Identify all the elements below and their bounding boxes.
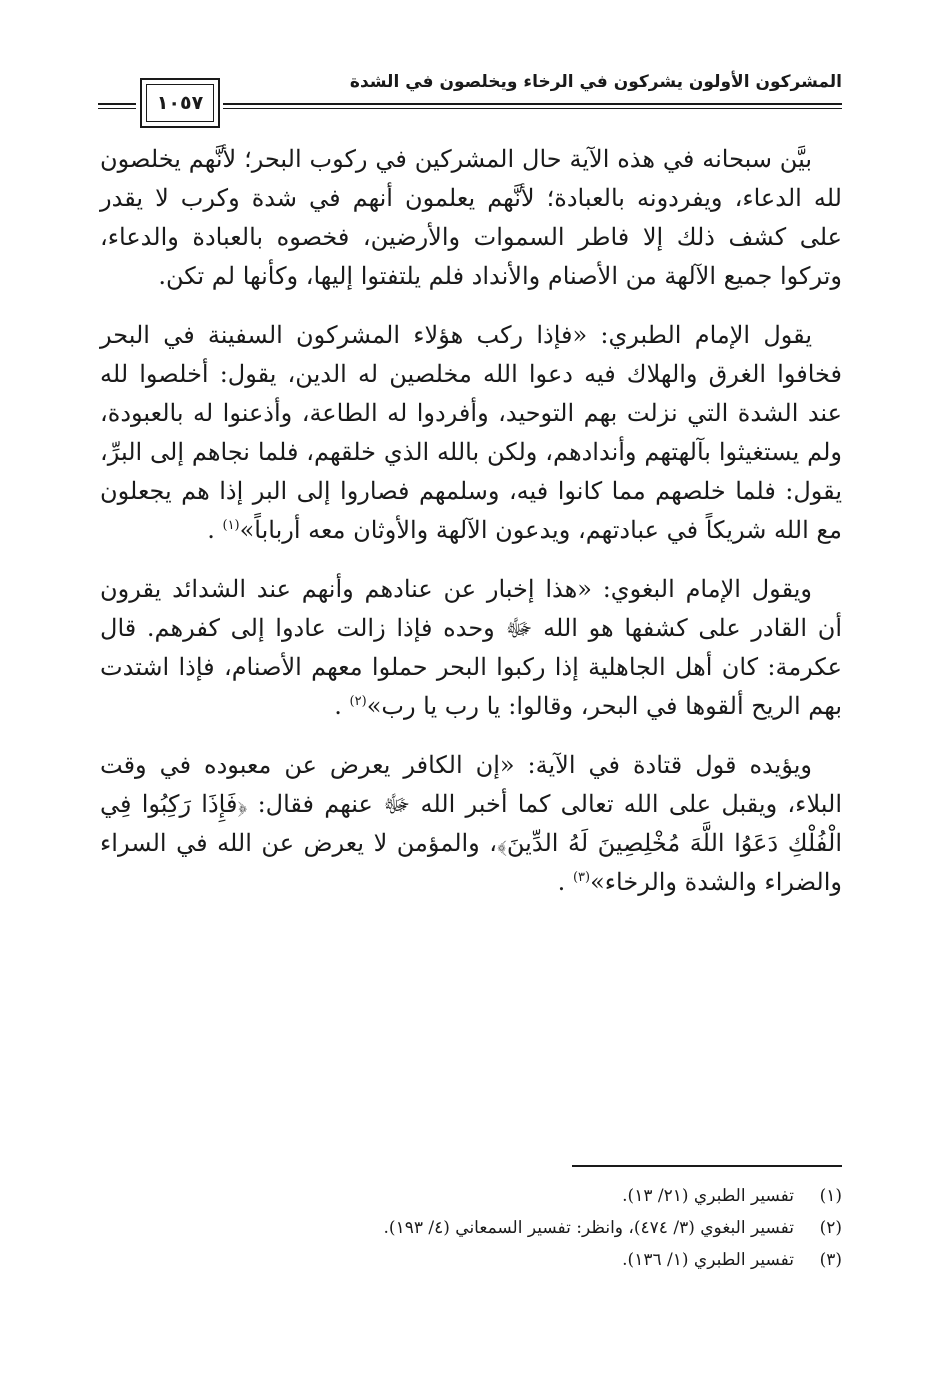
footnote-item	[100, 1180, 842, 1212]
paragraph-text: يقول الإمام الطبري: «فإذا ركب هؤلاء المشركون السفينة في البحر فخافوا الغرق والهلاك فيه دعوا الله مخلصين له الدين، يقول: أخلصوا لله عند الشدة التي نزلت بهم التوحيد، وأفردوا له الطاعة، وأذعنوا له بالعبودة، ولم يستغيثوا بآلهتهم وأندادهم، ولكن بالله الذي خلقهم، فلما نجاهم إلى البرِّ، يقول: فلما خلصهم مما كانوا فيه، وسلمهم فصاروا إلى البر إذا هم يجعلون مع الله شريكاً في عبادتهم، ويدعون الآلهة والأوثان معه أرباباً»	[100, 321, 842, 544]
paragraph-text: ويقول الإمام البغوي: «هذا إخبار عن عنادهم وأنهم عند الشدائد يقرون أن القادر على كشفها هو الله ﷻ وحده فإذا زالت عادوا إلى كفرهم. قال عكرمة: كان أهل الجاهلية إذا ركبوا البحر حملوا معهم الأصنام، فإذا اشتدت بهم الريح ألقوها في البحر، وقالوا: يا رب يا رب»	[100, 575, 843, 720]
paragraph	[100, 140, 842, 296]
header-left-rule	[98, 103, 136, 109]
footnotes	[100, 1180, 842, 1276]
paragraph	[100, 316, 842, 550]
page-number: ١٠٥٧	[146, 84, 214, 122]
footnote-text: تفسير البغوي (٣/ ٤٧٤)، وانظر: تفسير السمعاني (٤/ ١٩٣).	[383, 1218, 794, 1238]
end-dot: .	[207, 516, 215, 544]
footnote-separator	[572, 1165, 842, 1167]
header-rule	[223, 103, 842, 109]
footnote-text: تفسير الطبري (٢١/ ١٣).	[622, 1186, 794, 1206]
footnote-item	[100, 1244, 842, 1276]
page-header	[98, 70, 842, 134]
footnote-number: (٣)	[819, 1250, 842, 1270]
end-dot: .	[334, 692, 342, 720]
paragraph	[100, 746, 842, 902]
body-text	[100, 140, 842, 922]
footnote-ref[interactable]: (٢)	[349, 694, 367, 709]
footnote-number: (٢)	[819, 1218, 842, 1238]
footnote-ref[interactable]: (٣)	[572, 870, 591, 885]
footnote-item	[100, 1212, 842, 1244]
paragraph-text: ويؤيده قول قتادة في الآية: «إن الكافر يعرض عن معبوده في وقت البلاء، ويقبل على الله تعالى كما أخبر الله ﷻ عنهم فقال: ﴿فَإِذَا رَكِبُوا فِي الْفُلْكِ دَعَوُا اللَّهَ مُخْلِصِينَ لَهُ الدِّينَ﴾، والمؤمن لا يعرض عن الله في السراء والضراء والشدة والرخاء»	[100, 751, 842, 896]
footnote-ref[interactable]: (١)	[222, 518, 240, 533]
paragraph-text: بيَّن سبحانه في هذه الآية حال المشركين في ركوب البحر؛ لأنَّهم يخلصون لله الدعاء، ويفردونه بالعبادة؛ لأنَّهم يعلمون أنهم في شدة وكرب لا يقدر على كشف ذلك إلا فاطر السموات والأرضين، فخصوه بالعبادة والدعاء، وتركوا جميع الآلهة من الأصنام والأنداد فلم يلتفتوا إليها، وكأنها لم تكن.	[100, 145, 842, 290]
running-title: المشركون الأولون يشركون في الرخاء ويخلصون في الشدة	[349, 72, 842, 92]
footnote-number: (١)	[819, 1186, 842, 1206]
end-dot: .	[557, 868, 566, 896]
paragraph	[100, 570, 842, 726]
footnote-text: تفسير الطبري (١/ ١٣٦).	[622, 1250, 794, 1270]
page-number-frame	[140, 78, 220, 128]
